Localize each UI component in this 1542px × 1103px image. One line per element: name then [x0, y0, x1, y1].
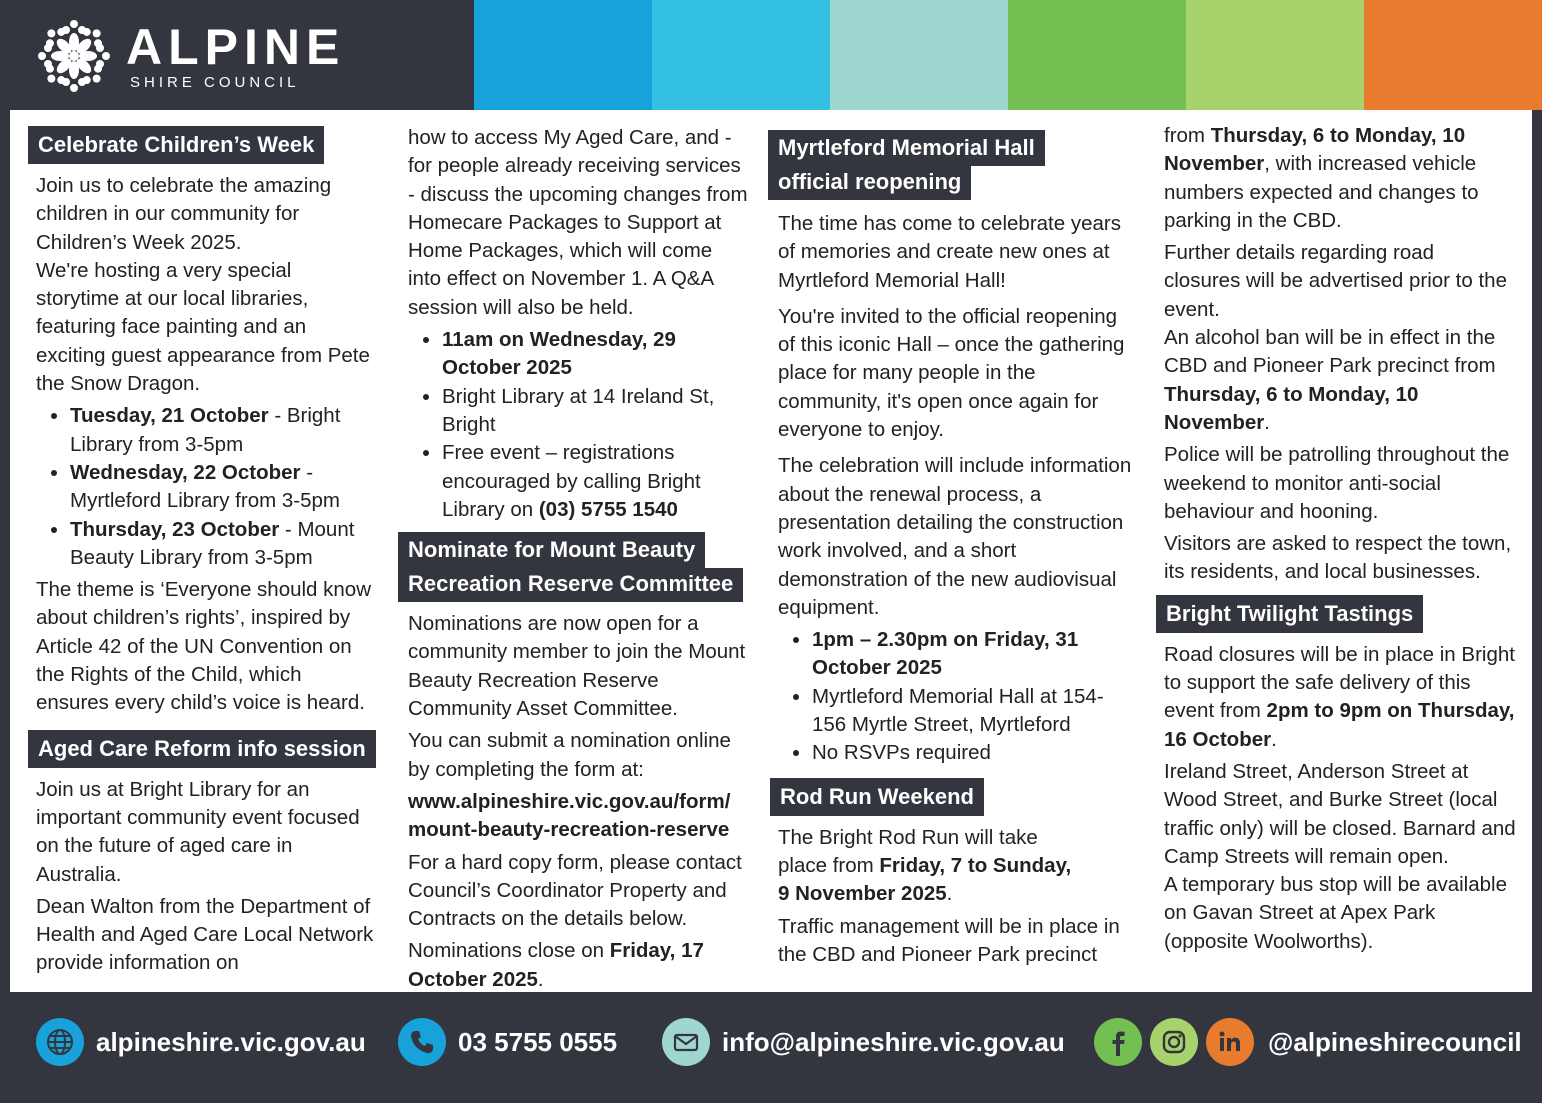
list-item: • Tuesday, 21 October - Bright Library from 3-5pm [70, 402, 380, 459]
column-1 [36, 126, 380, 982]
list-item: • Free event – registrations encouraged by calling Bright Library on (03) 5755 1540 [442, 439, 748, 524]
list-item: • Wednesday, 22 October - Myrtleford Library from 3-5pm [70, 459, 380, 516]
event-list [36, 402, 380, 572]
linkedin-icon[interactable] [1206, 1018, 1254, 1066]
snowflake-logo-icon [36, 18, 112, 94]
paragraph: The celebration will include information about the renewal process, a presentation detailing the construction work involved, and a short demonstration of the new audiovisual equipment. [778, 454, 1132, 619]
paragraph: The time has come to celebrate years of memories and create new ones at Myrtleford Memorial Hall! [778, 212, 1121, 292]
content-area [10, 110, 1532, 992]
list-item: • Myrtleford Memorial Hall at 154-156 Myrtle Street, Myrtleford [812, 683, 1134, 740]
heading-mount-beauty: Nominate for Mount Beauty Recreation Reserve Committee [398, 532, 748, 602]
paragraph: Traffic management will be in place in the CBD and Pioneer Park precinct [778, 914, 1120, 966]
paragraph: An alcohol ban will be in effect in the CBD and Pioneer Park precinct from Thursday, 6 to Monday, 10 November. [1164, 326, 1496, 434]
paragraph: Join us at Bright Library for an important community event focused on the future of aged care in Australia. [36, 777, 360, 886]
paragraph: from Thursday, 6 to Monday, 10 November, with increased vehicle numbers expected and changes to parking in the CBD. [1164, 124, 1479, 232]
instagram-icon[interactable] [1150, 1018, 1198, 1066]
logo-title: ALPINE [126, 18, 346, 75]
paragraph: Join us to celebrate the amazing children in our community for Children’s Week 2025. [36, 174, 332, 254]
website-link[interactable]: alpineshire.vic.gov.au [96, 1026, 366, 1057]
list-item: • Thursday, 23 October - Mount Beauty Library from 3-5pm [70, 516, 380, 573]
stripe [1186, 0, 1364, 110]
paragraph: We're hosting a very special storytime at our local libraries, featuring face painting and an exciting guest appearance from Pete the Snow Dragon. [36, 258, 370, 396]
column-2 [408, 124, 748, 998]
paragraph: Further details regarding road closures will be advertised prior to the event. [1164, 241, 1507, 321]
email-link[interactable]: info@alpineshire.vic.gov.au [722, 1026, 1065, 1057]
heading-myrtleford-hall: Myrtleford Memorial Hall official reopening [768, 130, 1134, 200]
stripe [1364, 0, 1542, 110]
stripe [830, 0, 1008, 110]
footer-website[interactable] [36, 1018, 366, 1066]
footer-email[interactable] [662, 1018, 1065, 1066]
logo-subtitle: SHIRE COUNCIL [130, 73, 300, 91]
header [0, 0, 1542, 110]
heading-childrens-week: Celebrate Children’s Week [28, 126, 324, 164]
heading-twilight-tastings: Bright Twilight Tastings [1156, 595, 1423, 633]
footer [0, 992, 1542, 1103]
stripe [652, 0, 830, 110]
mail-icon [662, 1018, 710, 1066]
paragraph: Road closures will be in place in Bright to support the safe delivery of this event from 2pm to 9pm on Thursday, 16 October. [1164, 642, 1515, 751]
column-4 [1164, 122, 1516, 960]
paragraph: Nominations close on Friday, 17 October 2025. [408, 939, 704, 991]
phone-number[interactable]: 03 5755 0555 [458, 1026, 618, 1057]
paragraph: Nominations are now open for a community member to join the Mount Beauty Recreation Reserve Community Asset Committee. [408, 612, 746, 721]
list-item: • 11am on Wednesday, 29 October 2025 [442, 326, 748, 383]
paragraph: how to access My Aged Care, and - for people already receiving services - discuss the upcoming changes from Homecare Packages to Support at Home Packages, which will come into effect on November 1. A Q&A session will also be held. [408, 126, 748, 319]
paragraph: Police will be patrolling throughout the weekend to monitor anti-social behaviour and hooning. [1164, 443, 1510, 523]
list-item: • 1pm – 2.30pm on Friday, 31 October 2025 [812, 626, 1134, 683]
facebook-icon[interactable] [1094, 1018, 1142, 1066]
list-item: • No RSVPs required [812, 739, 1134, 767]
event-list [778, 626, 1134, 767]
globe-icon [36, 1018, 84, 1066]
footer-social [1094, 1018, 1522, 1066]
paragraph: You're invited to the official reopening of this iconic Hall – once the gathering place for many people in the community, it's open once again for everyone to enjoy. [778, 304, 1125, 442]
paragraph: The theme is ‘Everyone should know about children’s rights’, inspired by Article 42 of the UN Convention on the Rights of the Child, which ensures every child’s voice is heard. [36, 578, 372, 715]
paragraph: Dean Walton from the Department of Health and Aged Care Local Network provide information on [36, 894, 374, 975]
list-item: • Bright Library at 14 Ireland St, Bright [442, 383, 748, 440]
heading-rod-run: Rod Run Weekend [770, 778, 984, 816]
paragraph: A temporary bus stop will be available on Gavan Street at Apex Park (opposite Woolworths). [1164, 873, 1507, 953]
social-handle[interactable]: @alpineshirecouncil [1268, 1026, 1522, 1057]
stripe [1008, 0, 1186, 110]
paragraph: Visitors are asked to respect the town, its residents, and local businesses. [1164, 532, 1512, 584]
event-list [408, 326, 748, 524]
color-stripes [474, 0, 1542, 110]
alpine-logo[interactable] [36, 18, 345, 94]
stripe [474, 0, 652, 110]
paragraph: Ireland Street, Anderson Street at Wood Street, and Burke Street (local traffic only) will be closed. Barnard and Camp Streets will remain open. [1164, 759, 1516, 868]
heading-aged-care: Aged Care Reform info session [28, 730, 376, 768]
footer-phone[interactable] [398, 1018, 617, 1066]
column-3 [778, 130, 1134, 973]
phone-icon [398, 1018, 446, 1066]
paragraph: The Bright Rod Run will take place from Friday, 7 to Sunday, 9 November 2025. [778, 825, 1072, 906]
paragraph: You can submit a nomination online by completing the form at: [408, 729, 731, 781]
nomination-form-link[interactable]: www.alpineshire.vic.gov.au/form/ mount-beauty-recreation-reserve [408, 789, 731, 842]
paragraph: For a hard copy form, please contact Council’s Coordinator Property and Contracts on the details below. [408, 850, 742, 931]
